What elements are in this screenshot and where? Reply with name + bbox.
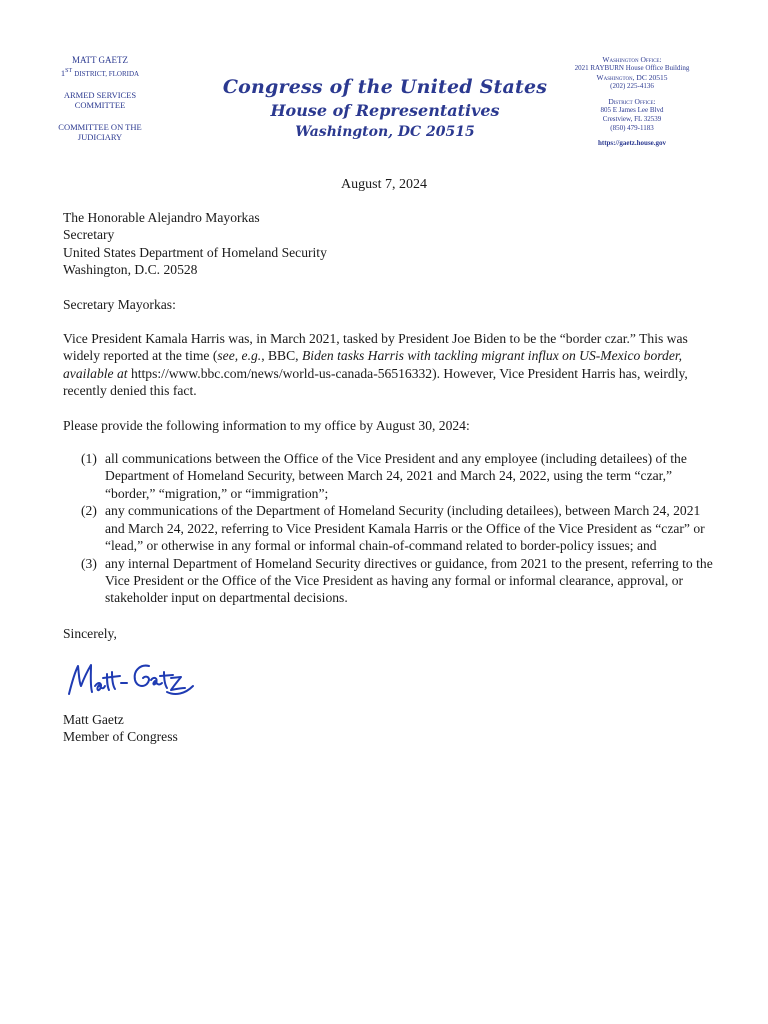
recipient-line1: The Honorable Alejandro Mayorkas [63,210,260,225]
house-heading: House of Representatives [270,101,500,120]
dc-office-phone: (202) 225-4136 [610,82,654,90]
para1-citation-signal: see, e.g. [217,348,262,364]
committee-armed-services-line2: COMMITTEE [74,100,126,111]
list-item-text: all communications between the Office of the Vice President and any employee (including detailees) of the Department of Homeland Security, between March 24, 2021 and March 24, 2022, using the term “czar,” “border,” “migration,” or “immigration”; [105,451,687,501]
congress-heading: Congress of the United States [222,76,548,98]
closing: Sincerely, [63,625,117,641]
district-office-line1: 805 E James Lee Blvd [600,106,664,114]
para1-text-e: https://www.bbc.com/news/world-us-canada-56516332). However, Vice President Harris has, weirdly, recently denied this fact. [63,365,688,399]
para1-text-a: Vice President Kamala Harris was, in March 2021, tasked by President Joe Biden to be the “border czar.” This was widely reported at the time ( [63,331,688,364]
washington-heading: Washington, DC 20515 [295,124,475,140]
salutation: Secretary Mayorkas: [63,296,176,312]
district-office-phone: (850) 479-1183 [610,124,654,132]
district-office-line2: Crestview, FL 32539 [602,115,662,123]
recipient-address [63,209,713,279]
letterhead-left [40,55,160,143]
list-item [81,450,713,502]
para1-article-title: Biden tasks Harris with tackling migrant influx on US-Mexico border, available at [63,348,683,381]
list-item [81,555,713,607]
district-number: 1 [60,67,66,78]
dc-office-line2: Washington, DC 20515 [596,73,668,82]
committee-judiciary-line1: COMMITTEE ON THE [58,121,142,132]
dc-office-line1: 2021 RAYBURN House Office Building [574,64,690,72]
request-list [63,450,713,607]
member-name: MATT GAETZ [71,55,129,65]
recipient-line2: Secretary [63,227,115,243]
district-office-heading: District Office: [608,97,656,106]
paragraph-border-czar [63,330,713,400]
letter-date: August 7, 2024 [341,177,427,192]
letterhead-center [200,74,570,142]
list-item-number: (3) [81,555,97,571]
website-link[interactable]: https://gaetz.house.gov [597,139,667,147]
paragraph-request: Please provide the following information to my office by August 30, 2024: [63,417,470,433]
letter-body [63,209,713,745]
list-item-number: (1) [81,451,97,467]
district-suffix: ST [65,67,73,74]
letterhead-right [548,55,716,148]
list-item-text: any communications of the Department of Homeland Security (including detailees), between March 24, 2021 and March 24, 2022, referring to Vice President Kamala Harris or the Office of the Vice President as “czar” or “lead,” or otherwise in any formal or informal chain-of-command related to border-policy issues; and [105,503,705,554]
signer-block [63,711,713,746]
committee-judiciary-line2: JUDICIARY [77,132,123,143]
district-label: DISTRICT, FLORIDA [74,69,140,78]
dc-office-heading: Washington Office: [602,55,662,64]
signer-name: Matt Gaetz [63,711,124,727]
recipient-line3: United States Department of Homeland Security [63,244,327,260]
list-item-number: (2) [81,503,97,519]
list-item [81,502,713,554]
signature [63,656,203,706]
recipient-line4: Washington, D.C. 20528 [63,262,198,278]
signer-title: Member of Congress [63,728,178,744]
member-district [40,66,160,79]
para1-text-c: , BBC, [261,348,302,364]
committee-armed-services-line1: ARMED SERVICES [63,89,137,100]
list-item-text: any internal Department of Homeland Security directives or guidance, from 2021 to the present, referring to the Vice President or the Office of the Vice President as having any formal or informal clearance, approval, or stakeholder input on departmental decisions. [105,555,713,606]
